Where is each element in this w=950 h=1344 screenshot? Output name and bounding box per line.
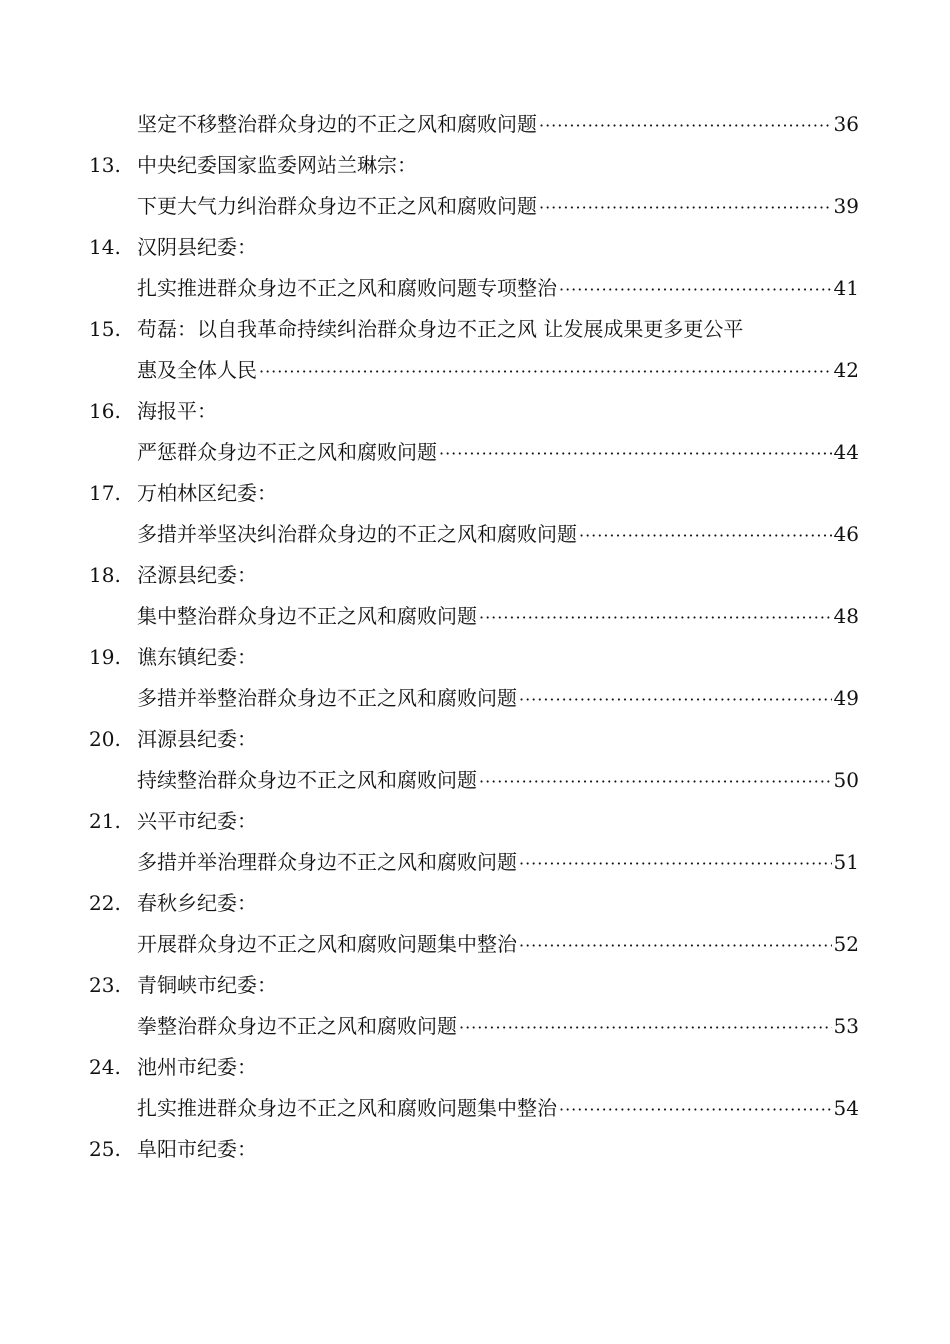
item-heading: 海报平： <box>137 399 217 423</box>
toc-heading-line <box>0 965 950 1006</box>
toc-heading-line <box>0 801 950 842</box>
toc-entry[interactable] <box>137 678 859 720</box>
dot-leader <box>259 351 832 392</box>
item-heading: 谯东镇纪委： <box>137 645 257 669</box>
toc-entry[interactable] <box>137 924 859 966</box>
item-heading: 汉阴县纪委： <box>137 235 257 259</box>
entry-title: 扎实推进群众身边不正之风和腐败问题集中整治 <box>137 1096 557 1120</box>
item-heading: 苟磊：以自我革命持续纠治群众身边不正之风 让发展成果更多更公平 <box>137 317 744 341</box>
item-number: 20. <box>89 727 121 751</box>
dot-leader <box>559 269 832 310</box>
dot-leader <box>439 433 832 474</box>
item-number: 24. <box>89 1055 121 1079</box>
toc-entry-line <box>0 924 950 965</box>
item-number: 14. <box>89 235 121 259</box>
toc-entry[interactable] <box>137 104 859 146</box>
toc-entry-line <box>0 678 950 719</box>
toc-entry[interactable] <box>137 268 859 310</box>
toc-entry-line <box>0 104 950 145</box>
dot-leader <box>579 515 832 556</box>
toc-entry-line <box>0 432 950 473</box>
dot-leader <box>479 597 832 638</box>
dot-leader <box>519 843 832 884</box>
item-number: 25. <box>89 1137 121 1161</box>
toc-entry-line <box>0 1006 950 1047</box>
item-number: 13. <box>89 153 121 177</box>
toc-entry[interactable] <box>137 350 859 392</box>
toc-heading-line <box>0 555 950 596</box>
toc-heading-line <box>0 145 950 186</box>
page-number: 46 <box>833 522 859 546</box>
table-of-contents <box>0 104 950 1170</box>
page-number: 50 <box>833 768 859 792</box>
entry-title: 拳整治群众身边不正之风和腐败问题 <box>137 1014 457 1038</box>
toc-entry-line <box>0 514 950 555</box>
toc-entry[interactable] <box>137 432 859 474</box>
toc-heading-line <box>0 637 950 678</box>
toc-entry-line <box>0 268 950 309</box>
toc-entry[interactable] <box>137 1006 859 1048</box>
item-heading: 池州市纪委： <box>137 1055 257 1079</box>
page-number: 36 <box>833 112 859 136</box>
item-number: 18. <box>89 563 121 587</box>
toc-entry-line <box>0 186 950 227</box>
dot-leader <box>559 1089 832 1130</box>
toc-heading-line <box>0 1129 950 1170</box>
entry-title: 多措并举整治群众身边不正之风和腐败问题 <box>137 686 517 710</box>
page-number: 49 <box>833 686 859 710</box>
page-number: 53 <box>833 1014 859 1038</box>
entry-title: 严惩群众身边不正之风和腐败问题 <box>137 440 437 464</box>
page-number: 54 <box>833 1096 859 1120</box>
item-heading: 万柏林区纪委： <box>137 481 277 505</box>
toc-entry-line <box>0 1088 950 1129</box>
toc-heading-line <box>0 309 950 350</box>
dot-leader <box>539 105 832 146</box>
item-number: 16. <box>89 399 121 423</box>
entry-title: 多措并举坚决纠治群众身边的不正之风和腐败问题 <box>137 522 577 546</box>
toc-entry-line <box>0 760 950 801</box>
toc-entry-line <box>0 842 950 883</box>
item-heading: 洱源县纪委： <box>137 727 257 751</box>
toc-entry[interactable] <box>137 1088 859 1130</box>
entry-title: 持续整治群众身边不正之风和腐败问题 <box>137 768 477 792</box>
entry-title: 坚定不移整治群众身边的不正之风和腐败问题 <box>137 112 537 136</box>
dot-leader <box>539 187 832 228</box>
item-number: 19. <box>89 645 121 669</box>
page-number: 39 <box>833 194 859 218</box>
item-number: 22. <box>89 891 121 915</box>
page-number: 52 <box>833 932 859 956</box>
page-number: 44 <box>833 440 859 464</box>
item-heading: 春秋乡纪委： <box>137 891 257 915</box>
item-number: 15. <box>89 317 121 341</box>
item-heading: 青铜峡市纪委： <box>137 973 277 997</box>
entry-title: 多措并举治理群众身边不正之风和腐败问题 <box>137 850 517 874</box>
dot-leader <box>479 761 832 802</box>
toc-entry[interactable] <box>137 514 859 556</box>
item-heading: 兴平市纪委： <box>137 809 257 833</box>
item-number: 23. <box>89 973 121 997</box>
toc-entry[interactable] <box>137 842 859 884</box>
toc-entry-line <box>0 596 950 637</box>
toc-heading-line <box>0 391 950 432</box>
dot-leader <box>459 1007 832 1048</box>
entry-title: 惠及全体人民 <box>137 358 257 382</box>
page-number: 41 <box>833 276 859 300</box>
entry-title: 开展群众身边不正之风和腐败问题集中整治 <box>137 932 517 956</box>
toc-heading-line <box>0 883 950 924</box>
toc-entry[interactable] <box>137 760 859 802</box>
page-number: 42 <box>833 358 859 382</box>
entry-title: 集中整治群众身边不正之风和腐败问题 <box>137 604 477 628</box>
toc-heading-line <box>0 1047 950 1088</box>
entry-title: 下更大气力纠治群众身边不正之风和腐败问题 <box>137 194 537 218</box>
item-heading: 泾源县纪委： <box>137 563 257 587</box>
toc-heading-line <box>0 473 950 514</box>
item-number: 21. <box>89 809 121 833</box>
toc-heading-line <box>0 227 950 268</box>
dot-leader <box>519 679 832 720</box>
item-heading: 中央纪委国家监委网站兰琳宗： <box>137 153 417 177</box>
page-number: 51 <box>833 850 859 874</box>
item-number: 17. <box>89 481 121 505</box>
page-number: 48 <box>833 604 859 628</box>
toc-entry-line <box>0 350 950 391</box>
item-heading: 阜阳市纪委： <box>137 1137 257 1161</box>
toc-entry[interactable] <box>137 186 859 228</box>
toc-entry[interactable] <box>137 596 859 638</box>
toc-heading-line <box>0 719 950 760</box>
dot-leader <box>519 925 832 966</box>
entry-title: 扎实推进群众身边不正之风和腐败问题专项整治 <box>137 276 557 300</box>
